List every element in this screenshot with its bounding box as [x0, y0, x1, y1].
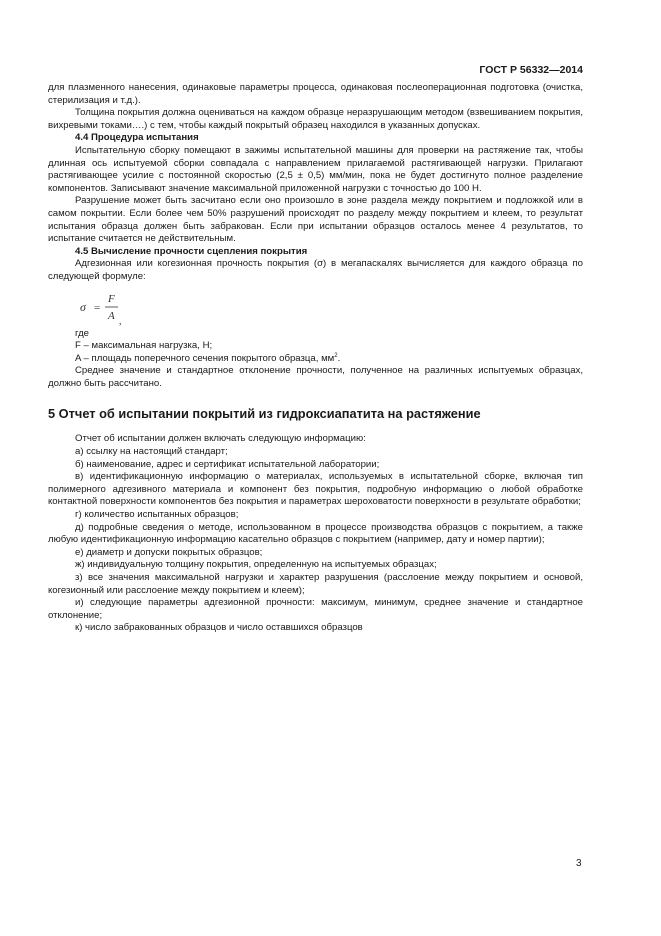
section-4-5-heading: 4.5 Вычисление прочности сцепления покрытия	[75, 245, 308, 257]
section-4-5-final-paragraph: Среднее значение и стандартное отклонение прочности, полученное на различных испытуемых образцах, должно быть рассчитано.	[48, 365, 583, 389]
list-item: к) число забракованных образцов и число оставшихся образцов	[75, 622, 363, 634]
formula-comma: ,	[119, 315, 122, 327]
a-definition-end: .	[337, 352, 341, 364]
list-item: е) диаметр и допуски покрытых образцов;	[75, 546, 263, 558]
list-item: з) все значения максимальной нагрузки и характер разрушения (расслоение между покрытием и основой, когезионный или расслоение между покрытием и клеем);	[48, 572, 583, 596]
formula-sigma: σ	[80, 299, 86, 314]
list-item: и) следующие параметры адгезионной прочности: максимум, минимум, среднее значение и стандартное отклонение;	[48, 597, 583, 621]
list-item: ж) индивидуальную толщину покрытия, определенную на испытуемых образцах;	[75, 559, 437, 571]
report-requirements-list	[48, 433, 583, 635]
section-4-4-heading: 4.4 Процедура испытания	[75, 132, 199, 144]
section-4-4-paragraph-2: Разрушение может быть засчитано если оно произошло в зоне раздела между покрытием и подложкой или в самом покрытии. Если более чем 50% разрушений происходят по разделу между покрытием и клеем, то результат испытания образца должен быть забракован. Если при испытании образцов осталось менее 4 результатов, то испытание считается не действительным.	[48, 195, 583, 245]
a-definition-superscript: 2	[334, 352, 338, 359]
document-code: ГОСТ Р 56332—2014	[479, 64, 583, 76]
strength-formula	[48, 286, 583, 328]
list-item: в) идентификационную информацию о материалах, используемых в испытательной сборке, включая тип полимерного адгезивного материала и компонент без покрытия, подробную информацию о любой обработке контактной поверхности компонентов без покрытия и параметрах шероховатости поверхности в результате обработки;	[48, 471, 583, 508]
a-definition	[48, 353, 583, 366]
list-item: д) подробные сведения о методе, использованном в процессе производства образцов с покрытием, а также любую идентификационную информацию касательно образцов с покрытием (например, дату и номер партии);	[48, 521, 583, 546]
section-5-intro: Отчет об испытании должен включать следующую информацию:	[75, 433, 366, 445]
page-number: 3	[576, 858, 582, 869]
section-5-heading: 5 Отчет об испытании покрытий из гидроксиапатита на растяжение	[48, 406, 481, 422]
section-4-5-paragraph-1: Адгезионная или когезионная прочность покрытия (σ) в мегапаскалях вычисляется для каждого образца по следующей формуле:	[48, 258, 583, 282]
formula-graphic	[76, 286, 196, 328]
list-item: б) наименование, адрес и сертификат испытательной лаборатории;	[75, 458, 380, 470]
list-item: а) ссылку на настоящий стандарт;	[75, 446, 228, 458]
intro-paragraph-2: Толщина покрытия должна оцениваться на каждом образце неразрушающим методом (взвешиванием покрытия, вихревыми токами….) с тем, чтобы каждый покрытый образец находился в указанных допусках.	[48, 107, 583, 131]
f-definition: F – максимальная нагрузка, Н;	[75, 340, 213, 352]
formula-numerator: F	[108, 292, 115, 305]
list-item: г) количество испытанных образцов;	[75, 509, 239, 521]
section-4-4-paragraph-1: Испытательную сборку помещают в зажимы испытательной машины для проверки на растяжение так, чтобы длинная ось испытуемой сборки совпадала с направлением прилагаемой растягивающей нагрузки. Прилагают растягивающее усилие с постоянной скоростью (2,5 ± 0,5) мм/мин, пока не будет достигнуто полное разделение компонентов. Записывают значение максимальной приложенной нагрузки с точностью до 100 Н.	[48, 144, 583, 194]
a-definition-text: A – площадь поперечного сечения покрытого образца, мм	[75, 352, 335, 364]
formula-equals: =	[94, 301, 101, 314]
page-content	[48, 82, 583, 635]
intro-paragraph-1: для плазменного нанесения, одинаковые параметры процесса, одинаковая послеоперационная подготовка (очистка, стерилизация и т.д.).	[48, 82, 583, 106]
where-label: где	[75, 327, 90, 339]
formula-denominator: A	[108, 309, 115, 322]
